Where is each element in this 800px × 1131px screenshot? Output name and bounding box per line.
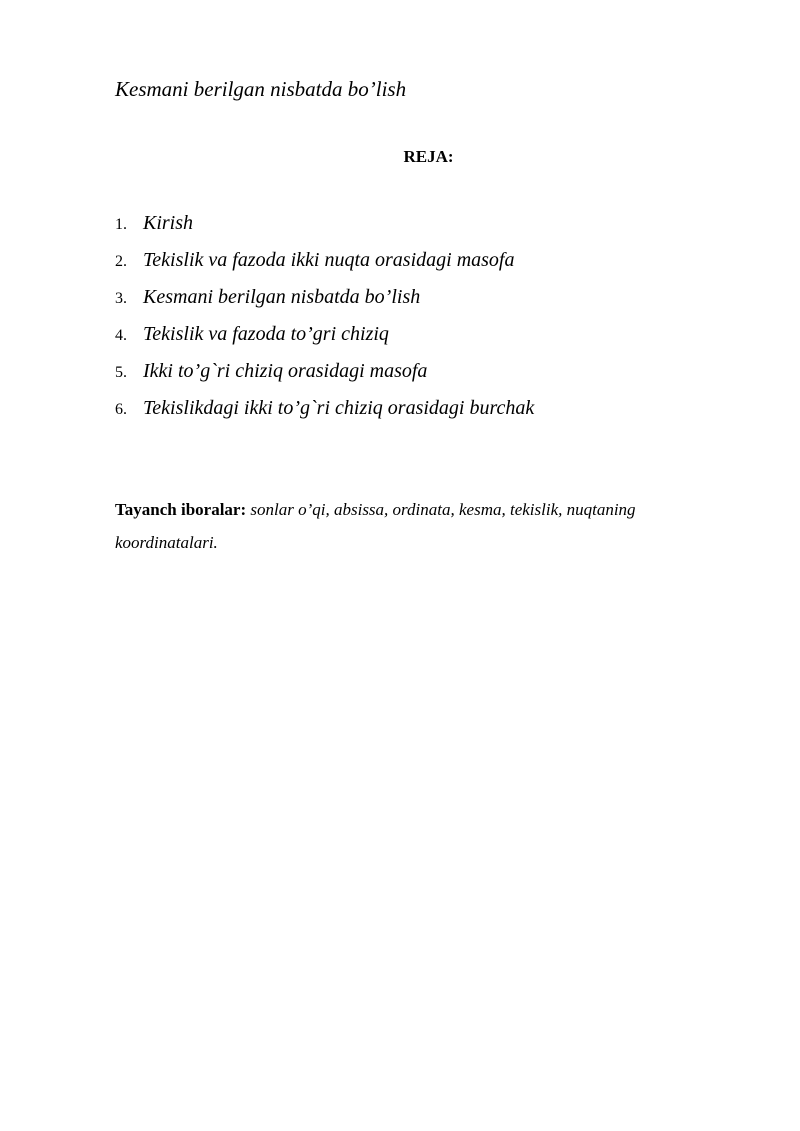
plan-item-number: 5. xyxy=(115,364,127,381)
plan-item xyxy=(115,245,534,282)
plan-item-text: Ikki to’g`ri chiziq orasidagi masofa xyxy=(143,360,428,382)
plan-item-number: 4. xyxy=(115,327,127,344)
plan-item xyxy=(115,393,534,430)
plan-item-text: Tekislikdagi ikki to’g`ri chiziq orasidagi burchak xyxy=(143,397,535,419)
document-title: Kesmani berilgan nisbatda bo’lish xyxy=(115,77,407,101)
keywords-label: Tayanch iboralar: xyxy=(115,500,247,519)
plan-item-number: 2. xyxy=(115,253,127,270)
keywords-text: sonlar o’qi, absissa, ordinata, kesma, tekislik, nuqtaning koordinatalari. xyxy=(115,500,636,552)
plan-item-number: 1. xyxy=(115,216,127,233)
plan-heading: REJA: xyxy=(403,147,454,166)
plan-list xyxy=(115,208,534,430)
plan-item-number: 6. xyxy=(115,401,127,418)
plan-item xyxy=(115,356,534,393)
plan-item-text: Kirish xyxy=(143,212,194,234)
plan-item xyxy=(115,282,534,319)
keywords-paragraph xyxy=(115,493,705,559)
plan-item-number: 3. xyxy=(115,290,127,307)
plan-item-text: Tekislik va fazoda to’gri chiziq xyxy=(143,323,389,345)
plan-item xyxy=(115,319,534,356)
plan-item-text: Tekislik va fazoda ikki nuqta orasidagi masofa xyxy=(143,249,515,271)
plan-item-text: Kesmani berilgan nisbatda bo’lish xyxy=(143,286,421,308)
plan-item xyxy=(115,208,534,245)
